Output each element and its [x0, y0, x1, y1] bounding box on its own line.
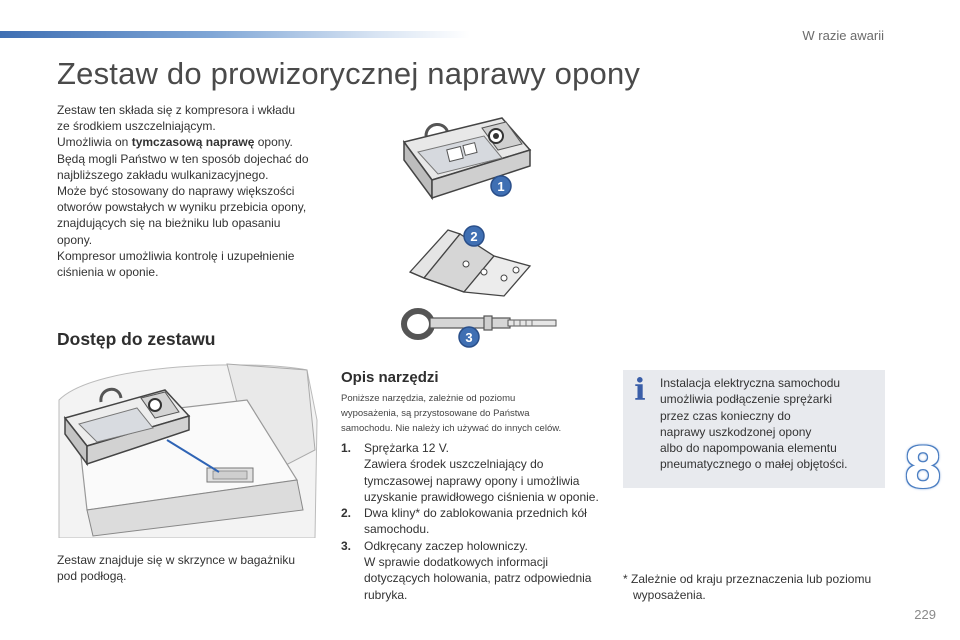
figure-badge-2: 2: [470, 229, 478, 244]
page-title: Zestaw do prowizorycznej naprawy opony: [57, 56, 641, 91]
intro-line: ciśnienia w oponie.: [57, 265, 159, 280]
intro-line: opony.: [57, 232, 93, 247]
footnote-line: wyposażenia.: [633, 588, 706, 603]
list-item: [341, 505, 603, 538]
info-line: Instalacja elektryczna samochodu: [660, 376, 841, 390]
intro-line: Będą mogli Państwo w ten sposób dojechać do: [57, 151, 309, 166]
info-box: [623, 370, 885, 488]
trunk-caption: [57, 552, 317, 584]
tools-heading: Opis narzędzi: [341, 369, 439, 386]
intro-line: najbliższego zakładu wulkanizacyjnego.: [57, 167, 269, 182]
info-line: przez czas konieczny do: [660, 408, 791, 423]
intro-line: Zestaw ten składa się z kompresora i wkładu: [57, 103, 296, 117]
info-line: albo do napompowania elementu: [660, 441, 837, 456]
list-item-text: [364, 538, 603, 603]
list-item: [341, 538, 603, 603]
list-item: [341, 440, 603, 505]
figure-badge-3: 3: [465, 330, 473, 345]
intro-line: Kompresor umożliwia kontrolę i uzupełnienie: [57, 248, 295, 263]
tools-intro-line: samochodu. Nie należy ich używać do innych celów.: [341, 423, 562, 435]
info-icon: i: [634, 373, 646, 408]
info-text: [660, 375, 875, 473]
list-item-line: samochodu.: [364, 522, 430, 537]
intro-paragraph: [57, 102, 327, 280]
list-item-line: uzyskanie prawidłowego ciśnienia w oponie.: [364, 489, 599, 504]
intro-text: opony.: [254, 135, 293, 150]
list-item-line: Sprężarka 12 V.: [364, 441, 449, 455]
info-line: umożliwia podłączenie sprężarki: [660, 392, 833, 407]
intro-emphasis: tymczasową naprawę: [131, 135, 255, 150]
header-accent-bar: [0, 31, 470, 38]
info-line: pneumatycznego o małej objętości.: [660, 457, 848, 472]
caption-line: Zestaw znajduje się w skrzynce w bagażniku: [57, 553, 296, 567]
figure-badge-1: 1: [497, 179, 505, 194]
list-item-line: rubryka.: [364, 587, 408, 602]
access-heading: Dostęp do zestawu: [57, 329, 216, 349]
list-item-number: 2.: [341, 506, 352, 521]
list-item-text: [364, 505, 603, 538]
list-item-line: tymczasowej naprawy opony i umożliwia: [364, 473, 580, 488]
list-item-text: [364, 440, 603, 505]
footnote: [623, 571, 893, 604]
list-item-line: dotyczących holowania, patrz odpowiednia: [364, 571, 592, 586]
compressor-kit-illustration: [398, 108, 538, 208]
caption-line: pod podłogą.: [57, 569, 127, 583]
tools-intro: [341, 391, 586, 437]
wheel-chock-illustration: [404, 222, 534, 297]
intro-line: Może być stosowany do naprawy większości: [57, 184, 295, 199]
list-item-number: 3.: [341, 538, 352, 553]
tools-list: [341, 440, 603, 603]
intro-line: otworów powstałych w wyniku przebicia opony,: [57, 200, 307, 215]
trunk-illustration: [57, 360, 319, 538]
tools-intro-line: Poniższe narzędzia, zależnie od poziomu: [341, 393, 516, 404]
intro-text: Umożliwia on: [57, 135, 132, 150]
intro-line: ze środkiem uszczelniającym.: [57, 119, 216, 134]
list-item-line: W sprawie dodatkowych informacji: [364, 555, 549, 570]
intro-line: znajdujących się na bieżniku lub opasaniu: [57, 216, 281, 231]
footnote-line: * Zależnie od kraju przeznaczenia lub poziomu: [623, 572, 872, 586]
chapter-number: 8: [903, 436, 943, 501]
page-number: 229: [914, 607, 936, 622]
intro-line: [57, 134, 327, 150]
section-label: W razie awarii: [802, 28, 884, 43]
list-item-line: Dwa kliny* do zablokowania przednich kół: [364, 506, 587, 521]
list-item-number: 1.: [341, 441, 352, 455]
list-item-line: Odkręcany zaczep holowniczy.: [364, 538, 528, 553]
info-line: naprawy uszkodzonej opony: [660, 424, 812, 439]
list-item-line: Zawiera środek uszczelniający do: [364, 457, 544, 472]
towing-eye-illustration: [400, 306, 560, 348]
tools-intro-line: wyposażenia, są przystosowane do Państwa: [341, 408, 530, 420]
